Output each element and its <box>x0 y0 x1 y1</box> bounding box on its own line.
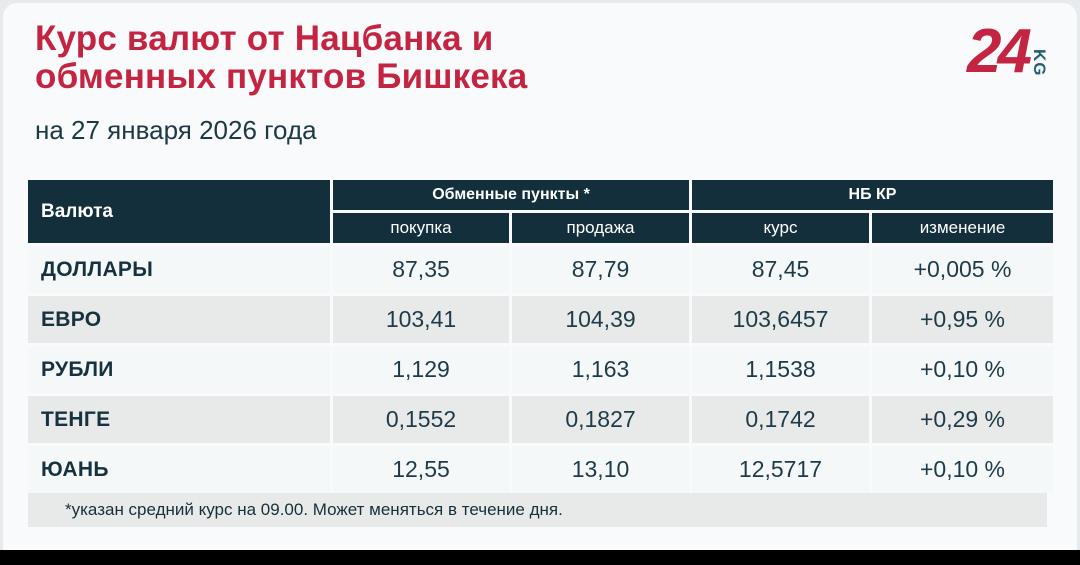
change-value: +0,95 % <box>872 296 1053 343</box>
logo-24-text: 24 <box>967 17 1028 86</box>
buy-value: 0,1552 <box>333 396 509 443</box>
sell-value: 0,1827 <box>512 396 689 443</box>
currency-name-rubles: РУБЛИ <box>28 346 330 393</box>
buy-value: 1,129 <box>333 346 509 393</box>
logo-kg-text: KG <box>1030 49 1049 77</box>
col-header-sell: продажа <box>512 213 689 243</box>
currency-name-euro: ЕВРО <box>28 296 330 343</box>
col-header-currency: Валюта <box>28 180 330 243</box>
currency-name-tenge: ТЕНГЕ <box>28 396 330 443</box>
change-value: +0,005 % <box>872 246 1053 293</box>
title-line-1: Курс валют от Нацбанка и <box>35 19 494 58</box>
change-value: +0,10 % <box>872 346 1053 393</box>
buy-value: 12,55 <box>333 446 509 493</box>
col-group-nbkr: НБ КР <box>692 180 1053 210</box>
rates-table <box>28 180 1053 493</box>
nbkr-rate-value: 87,45 <box>692 246 869 293</box>
sell-value: 13,10 <box>512 446 689 493</box>
currency-name-yuan: ЮАНЬ <box>28 446 330 493</box>
nbkr-rate-value: 103,6457 <box>692 296 869 343</box>
sell-value: 1,163 <box>512 346 689 393</box>
col-header-buy: покупка <box>333 213 509 243</box>
change-value: +0,29 % <box>872 396 1053 443</box>
footnote: *указан средний курс на 09.00. Может меняться в течение дня. <box>28 493 1047 527</box>
col-header-change: изменение <box>872 213 1053 243</box>
bottom-black-bar <box>0 550 1080 565</box>
col-header-rate: курс <box>692 213 869 243</box>
title-line-2: обменных пунктов Бишкека <box>35 57 528 96</box>
sell-value: 87,79 <box>512 246 689 293</box>
col-group-exchange-offices: Обменные пункты * <box>333 180 689 210</box>
currency-name-dollars: ДОЛЛАРЫ <box>28 246 330 293</box>
page-title <box>35 20 527 96</box>
24kg-logo <box>967 17 1049 86</box>
date-subtitle: на 27 января 2026 года <box>35 115 317 145</box>
content-card <box>3 3 1077 565</box>
sell-value: 104,39 <box>512 296 689 343</box>
nbkr-rate-value: 0,1742 <box>692 396 869 443</box>
buy-value: 87,35 <box>333 246 509 293</box>
buy-value: 103,41 <box>333 296 509 343</box>
change-value: +0,10 % <box>872 446 1053 493</box>
nbkr-rate-value: 1,1538 <box>692 346 869 393</box>
nbkr-rate-value: 12,5717 <box>692 446 869 493</box>
